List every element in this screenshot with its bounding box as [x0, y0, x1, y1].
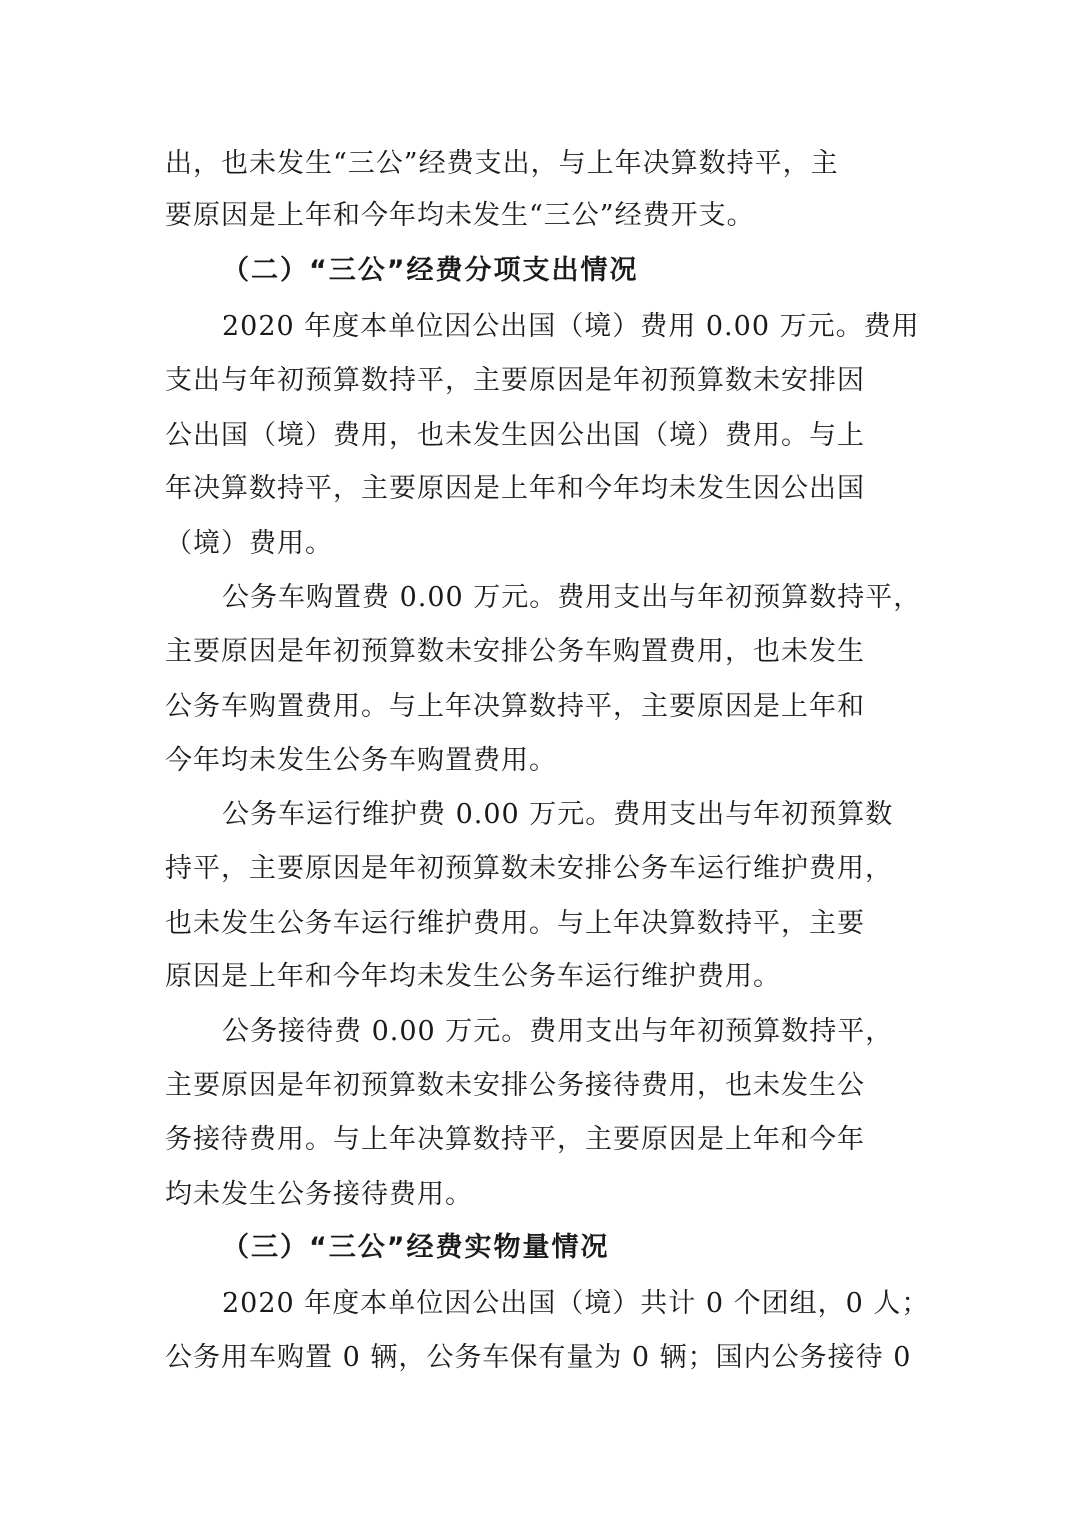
paragraph-line: 务接待费用。与上年决算数持平，主要原因是上年和今年	[165, 1124, 865, 1155]
paragraph-line: 主要原因是年初预算数未安排公务接待费用，也未发生公	[165, 1070, 865, 1101]
paragraph-line: 支出与年初预算数持平，主要原因是年初预算数未安排因	[165, 365, 865, 396]
paragraph-line: 2020 年度本单位因公出国（境）共计 0 个团组，0 人；	[222, 1288, 930, 1319]
paragraph-line: 公务车运行维护费 0.00 万元。费用支出与年初预算数	[222, 799, 894, 830]
paragraph-line: 公务车购置费 0.00 万元。费用支出与年初预算数持平，	[222, 582, 922, 613]
section-heading: （三）“三公”经费实物量情况	[222, 1232, 610, 1263]
paragraph-line: 今年均未发生公务车购置费用。	[165, 745, 557, 776]
paragraph-line: 公务车购置费用。与上年决算数持平，主要原因是上年和	[165, 691, 865, 722]
section-heading: （二）“三公”经费分项支出情况	[222, 255, 639, 286]
paragraph-line: （境）费用。	[165, 528, 333, 559]
paragraph-line: 主要原因是年初预算数未安排公务车购置费用，也未发生	[165, 636, 865, 667]
paragraph-line: 均未发生公务接待费用。	[165, 1179, 473, 1210]
paragraph-line: 公出国（境）费用，也未发生因公出国（境）费用。与上	[165, 420, 865, 451]
paragraph-line: 要原因是上年和今年均未发生“三公”经费开支。	[165, 200, 755, 231]
paragraph-line: 出，也未发生“三公”经费支出，与上年决算数持平，主	[165, 148, 839, 179]
paragraph-line: 原因是上年和今年均未发生公务车运行维护费用。	[165, 961, 781, 992]
paragraph-line: 2020 年度本单位因公出国（境）费用 0.00 万元。费用	[222, 311, 920, 342]
paragraph-line: 公务接待费 0.00 万元。费用支出与年初预算数持平，	[222, 1016, 894, 1047]
paragraph-line: 持平，主要原因是年初预算数未安排公务车运行维护费用，	[165, 853, 893, 884]
paragraph-line: 也未发生公务车运行维护费用。与上年决算数持平，主要	[165, 908, 865, 939]
paragraph-line: 年决算数持平，主要原因是上年和今年均未发生因公出国	[165, 473, 865, 504]
paragraph-line: 公务用车购置 0 辆，公务车保有量为 0 辆；国内公务接待 0	[165, 1342, 912, 1373]
